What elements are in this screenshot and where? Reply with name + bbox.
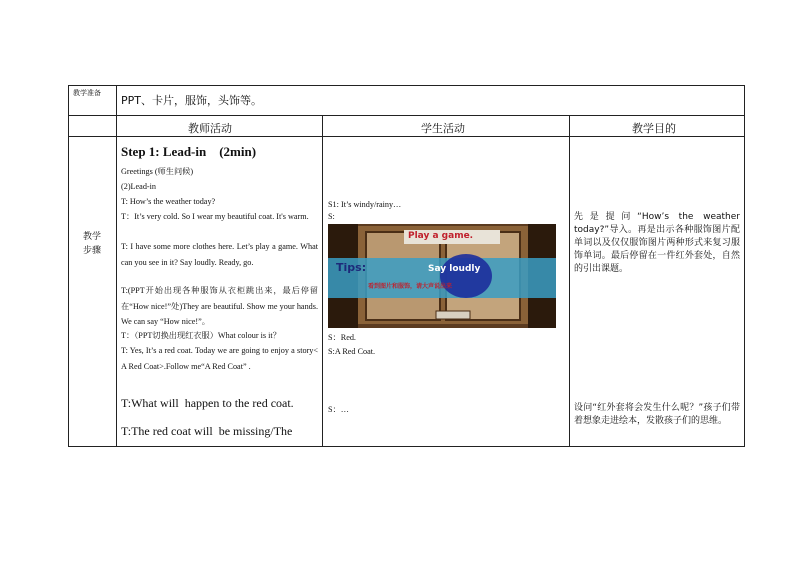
table-border-left — [68, 85, 69, 447]
prep-content: PPT、卡片，服饰，头饰等。 — [121, 94, 262, 107]
teacher-line: T：（PPT切换出现红衣服）What colour is it？ — [121, 331, 281, 340]
table-border-right — [744, 85, 745, 447]
table-border-top — [68, 85, 745, 86]
slide-banner-text: Play a game. — [408, 231, 474, 241]
teacher-line: T: Yes, It’s a red coat. Today we are going to enjoy a story< A Red Coat>.Follow me“A Red Coat” . — [121, 346, 318, 371]
purpose-text-2: 设问“红外套将会发生什么呢？”孩子们带着想象走进绘本，发散孩子们的思维。 — [574, 403, 740, 426]
student-response-3: S：Red. — [328, 333, 356, 342]
student-response-2: S: — [328, 212, 335, 221]
teacher-question-2: T:The red coat will be missing/The — [121, 424, 293, 438]
table-border-bottom — [68, 446, 745, 447]
student-response-5: S：… — [328, 405, 349, 414]
col-divider-student — [322, 115, 323, 447]
teacher-question-1: T:What will happen to the red coat. — [121, 396, 294, 410]
slide-tips-subtext: 看到图片和服饰，请大声说出来 — [368, 283, 453, 290]
teacher-line: Greetings (师生问候) — [121, 167, 194, 176]
student-response-1: S1: It’s windy/rainy… — [328, 200, 402, 209]
slide-tips-label: Tips: — [336, 261, 367, 274]
purpose-text-1: 先是提问“How’s the weather today?”导入。再是出示各种服饰图片配单词以及仅仅服饰图片两种形式来复习服饰单词。最后停留在一件红外套处，自然的引出课题。 — [574, 212, 740, 274]
student-response-4: S:A Red Coat. — [328, 347, 376, 356]
teacher-line: (2)Lead-in — [121, 182, 157, 191]
col-divider-purpose — [569, 115, 570, 447]
side-label-line2: 步骤 — [82, 246, 101, 256]
header-teacher: 教师活动 — [188, 122, 232, 135]
slide-tips-text: Say loudly — [428, 264, 481, 274]
header-student: 学生活动 — [421, 122, 465, 135]
step-title: Step 1: Lead-in (2min) — [121, 144, 257, 159]
game-slide-image — [328, 224, 556, 328]
header-purpose: 教学目的 — [632, 122, 676, 135]
teacher-line: T: I have some more clothes here. Let’s play a game. What can you see in it? Say loudly. Ready, go. — [121, 242, 318, 267]
row-divider-header — [68, 136, 745, 137]
col-divider-side — [116, 85, 117, 447]
side-label-line1: 教学 — [82, 232, 101, 242]
teacher-line: T: How’s the weather today? — [121, 197, 216, 206]
teacher-line: T：It’s very cold. So I wear my beautiful coat. It's warm. — [121, 212, 309, 221]
row-divider-prep — [68, 115, 745, 116]
prep-label: 教学准备 — [73, 89, 101, 97]
teacher-line: T:(PPT开始出现各种服饰从衣柜跳出来，最后停留在“How nice!”处)They are beautiful. Show me your hands. We can say “How nice!”。 — [121, 286, 318, 326]
